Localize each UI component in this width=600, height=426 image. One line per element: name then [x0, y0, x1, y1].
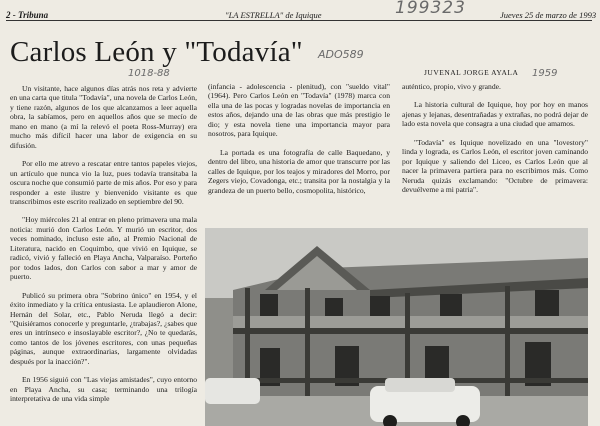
- photo-car-roof: [385, 378, 455, 392]
- page-section: 2 - Tribuna: [6, 10, 49, 20]
- publication-name: "LA ESTRELLA" de Iquique: [225, 10, 322, 20]
- photo-window: [260, 294, 278, 316]
- paragraph: "Hoy miércoles 21 al entrar en pleno primavera una mala noticia: murió don Carlos León. Y murió un escritor, dos veces nominado, incluso este año, al Premio Nacional de Literatura, nacido en Coquimbo, que vivió en Iquique, se radicó, vivió y falleció en Playa Ancha, Valparaíso. Porteño por todos lados, don Carlos con sabor a mar y amor de puerto.: [10, 215, 197, 282]
- paragraph: Publicó su primera obra "Sobrino único" en 1954, y el éxito inmediato y la crítica entusiasta. Le aplaudieron Alone, Hernán del Solar, etc., Pablo Neruda llegó a decir: "Quisiéramos conocerle y preguntarle, ¿trabajas?, ¿sabes que eres un intrínseco e insoslayable escritor?, ¿No te quedarás, como tantos de los jóvenes escritores, con unas pequeñas páginas, aunque extraordinarias, largamente olvidadas después por la inacción?".: [10, 290, 197, 366]
- photo-balcony-rail: [233, 316, 588, 328]
- byline: JUVENAL JORGE AYALA: [424, 68, 519, 77]
- column-middle: [208, 82, 390, 226]
- photo-illustration: [205, 228, 588, 426]
- margin-note-center: ADO589: [318, 48, 364, 61]
- column-right: [402, 82, 588, 226]
- photo-window: [535, 290, 559, 316]
- paragraph: Un visitante, hace algunos días atrás nos reta y advierte en una carta que titula "Todavía", una novela de Carlos León, y tiene razón, algunos de los que alcanzamos a leer aquella obra, la sabíamos, pero en aquellos años que se mecío de mano en mano (a mí la relevó el poeta Ross-Murray) era mucho más difícil hacer una labor de exigencia en su difusión.: [10, 84, 197, 150]
- header-rule: [6, 20, 592, 21]
- street-building-photo: [205, 228, 588, 426]
- paragraph: Por ello me atrevo a rescatar entre tantos papeles viejos, un artículo que nunca vio la luz, pues todavía transitaba la oscura noche que consumió parte de mis años. Por eso y para responder a este ilustre y bienvenido visitante es que transcribimos este escrito realizado en septiembre del 90.: [10, 159, 197, 206]
- photo-window: [370, 296, 390, 316]
- paragraph: En 1956 siguió con "Las viejas amistades", cuyo entorno en Playa Ancha, su casa; terminando una trilogía interpretativa de una vida simple: [10, 375, 197, 404]
- paragraph: auténtico, propio, vivo y grande.: [402, 82, 501, 91]
- margin-note-right: 1959: [532, 68, 558, 79]
- headline: Carlos León y "Todavía": [10, 36, 303, 68]
- paragraph: "Todavía" es Iquique novelizado en una "lovestory" linda y lograda, es Carlos León, el escritor joven caminando por Iquique y saliendo del Liceo, es Carlos León que al nacer la primavera partiera para no escribirnos más. Como Neruda quizás exclamando: "Octubre de primavera: devuélveme a mi patria".: [402, 137, 588, 195]
- paragraph: La portada es una fotografía de calle Baquedano, y dentro del libro, una historia de amor que transcurre por las calles de Iquique, por los teajos y miradores del Morro, por Zegers viejo, Covadonga, etc.; transita por la nostalgia y la grandeza de un puerto bello, cosmopolita, histórico,: [208, 147, 390, 195]
- paragraph: La historia cultural de Iquique, hoy por hoy en manos ajenas y lejanas, desentrañadas y extrañas, no podrá dejar de lado esta novela que consagra a una ciudad que amamos.: [402, 100, 588, 129]
- photo-window: [325, 298, 343, 316]
- paragraph: (infancia - adolescencia - plenitud), con "sueldo vital" (1964). Pero Carlos León en "Todavía" (1978) marca con ella una de las pocas y logradas novelas de importancia en estos años, dejando una de las obras que más prestigio le dio; y esta novela tiene una importancia mayor para nosotros, para Iquique.: [208, 82, 390, 139]
- handwritten-archive-number: 199323: [395, 0, 466, 18]
- margin-note-left: 1018-88: [128, 68, 170, 79]
- photo-car-left: [205, 378, 260, 404]
- column-left: [10, 84, 197, 426]
- photo-window: [440, 294, 462, 316]
- photo-upper-balcony: [233, 328, 588, 334]
- issue-date: Jueves 25 de marzo de 1993: [500, 10, 597, 20]
